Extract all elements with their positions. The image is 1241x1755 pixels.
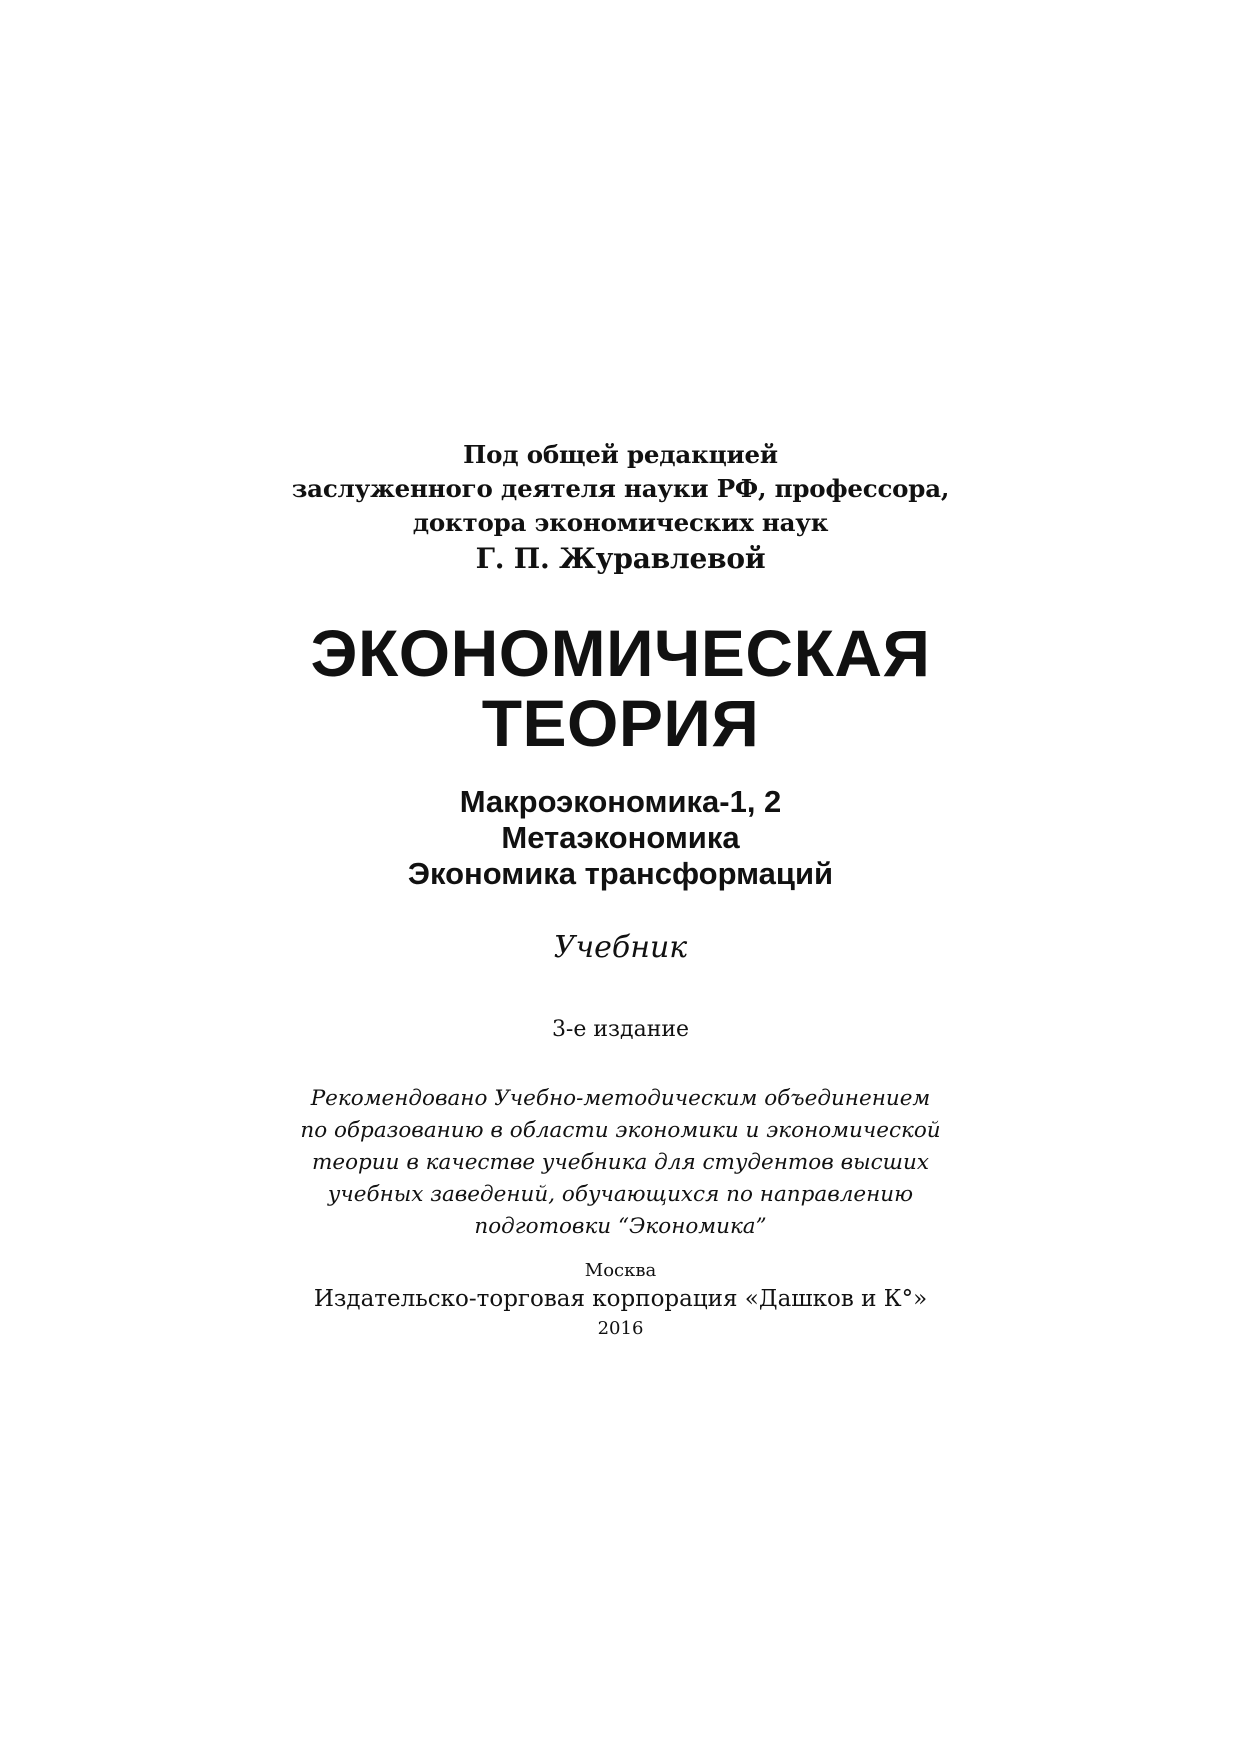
document-type: Учебник xyxy=(553,930,688,965)
recommendation-line: Рекомендовано Учебно-методическим объединением xyxy=(310,1086,931,1111)
subtitle-line: Макроэкономика-1, 2 xyxy=(459,784,782,819)
recommendation-line: учебных заведений, обучающихся по направлению xyxy=(327,1182,914,1207)
recommendation-line: подготовки “Экономика” xyxy=(474,1214,767,1239)
imprint-city: Москва xyxy=(584,1260,657,1281)
recommendation-note xyxy=(0,1083,1241,1243)
imprint-year: 2016 xyxy=(597,1318,644,1339)
publisher-imprint xyxy=(0,1256,1241,1343)
recommendation-line: теории в качестве учебника для студентов высших xyxy=(311,1150,930,1175)
editorial-line-1: Под общей редакцией xyxy=(463,440,778,469)
book-title xyxy=(0,618,1241,758)
imprint-publisher: Издательско-торговая корпорация «Дашков и К°» xyxy=(313,1286,928,1312)
subtitle-line: Экономика трансформаций xyxy=(407,856,834,891)
title-line-2: ТЕОРИЯ xyxy=(481,686,760,760)
editorial-line-3: доктора экономических наук xyxy=(412,508,829,537)
editor-name: Г. П. Журавлевой xyxy=(475,542,766,575)
recommendation-line: по образованию в области экономики и экономической xyxy=(300,1118,941,1143)
book-subtitles xyxy=(0,784,1241,892)
title-line-1: ЭКОНОМИЧЕСКАЯ xyxy=(310,616,931,690)
edition-label: 3-е издание xyxy=(551,1017,690,1042)
subtitle-line: Метаэкономика xyxy=(501,820,740,855)
editorial-credit xyxy=(0,438,1241,578)
editorial-line-2: заслуженного деятеля науки РФ, профессора, xyxy=(291,474,950,503)
